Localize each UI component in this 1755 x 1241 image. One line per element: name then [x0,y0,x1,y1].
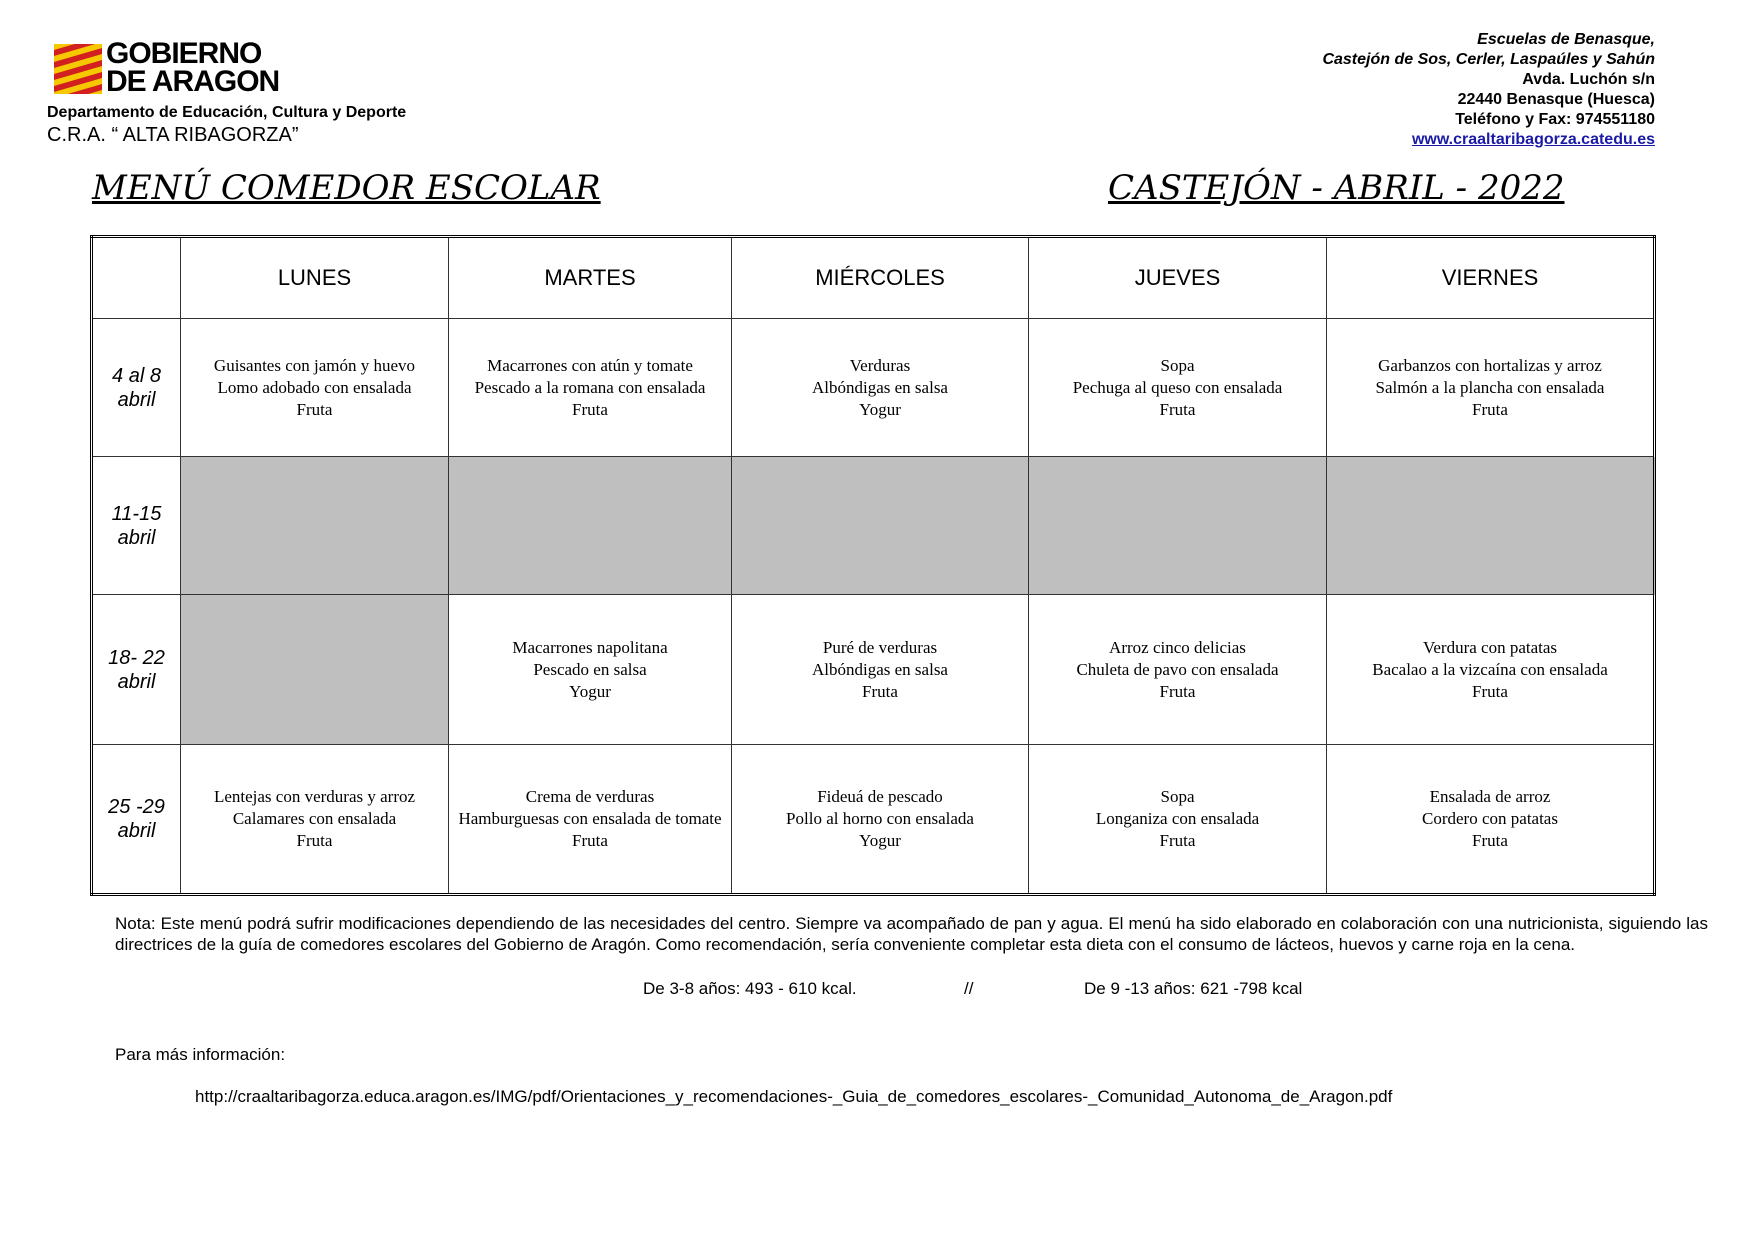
menu-cell [449,319,732,457]
address-line-1: Avda. Luchón s/n [1522,71,1655,88]
week-label-line: 25 -29 [108,796,165,818]
week-label-line: 18- 22 [108,646,165,669]
phone: Teléfono y Fax: 974551180 [1455,111,1655,128]
week-label-line: abril [117,388,156,411]
menu-cell [1327,595,1655,745]
dish-line: Fruta [296,399,333,419]
menu-cell [732,745,1029,895]
day-header: MARTES [449,237,732,319]
table-header-row [92,237,1655,319]
day-header: JUEVES [1029,237,1327,319]
dish-line: Yogur [569,681,611,701]
dish-line: Longaniza con ensalada [1095,809,1260,828]
school-line-1: Escuelas de Benasque, [1477,31,1655,48]
week-label-line: 4 al 8 [112,364,161,387]
menu-cell [181,319,449,457]
dish-line: Bacalao a la vizcaína con ensalada [1372,659,1608,679]
dish-line: Verduras [849,355,911,375]
department-name: Departamento de Educación, Cultura y Deporte [47,104,407,121]
dish-line: Fruta [1159,399,1196,419]
dish-line: Cordero con patatas [1422,809,1558,828]
dish-line: Arroz cinco delicias [1109,637,1246,657]
dish-line: Sopa [1160,787,1195,806]
menu-cell [1029,745,1327,895]
dish-line: Pescado a la romana con ensalada [474,377,706,397]
dish-line: Macarrones napolitana [512,637,668,657]
school-info [1322,30,1655,150]
dish-line: Fruta [1472,831,1508,850]
dish-line: Pechuga al queso con ensalada [1072,377,1283,397]
corner-cell [92,237,181,319]
dish-line: Fruta [1472,399,1508,419]
dish-line: Hamburguesas con ensalada de tomate [458,809,722,828]
menu-cell [1327,745,1655,895]
dish-line: Sopa [1160,355,1195,375]
dish-line: Garbanzos con hortalizas y arroz [1378,355,1602,375]
menu-cell [732,595,1029,745]
dish-line: Fruta [1159,831,1196,850]
kcal-separator: // [964,979,974,998]
week-label-line: abril [117,820,156,842]
dish-line: Puré de verduras [822,637,938,657]
dish-line: Fruta [572,399,608,419]
dish-line: Fruta [1472,681,1508,701]
week-label [92,457,181,595]
menu-cell [449,745,732,895]
more-info-label: Para más información: [115,1045,286,1064]
logo-line-1: GOBIERNO [106,37,262,70]
website-link[interactable]: www.craaltaribagorza.catedu.es [1411,131,1655,148]
menu-cell [732,319,1029,457]
menu-cell [1029,595,1327,745]
dish-line: Lomo adobado con ensalada [217,377,412,397]
no-service-cell [1029,457,1327,595]
dish-line: Yogur [859,831,901,850]
week-label-line: abril [117,526,156,549]
cra-name: C.R.A. “ ALTA RIBAGORZA” [47,124,299,146]
dish-line: Fruta [572,831,608,850]
week-row [92,319,1655,457]
day-header: VIERNES [1327,237,1655,319]
dish-line: Chuleta de pavo con ensalada [1076,659,1279,679]
dish-line: Crema de verduras [525,787,655,806]
guide-link[interactable]: http://craaltaribagorza.educa.aragon.es/IMG/pdf/Orientaciones_y_recomendaciones-_Guia_de_comedores_escolares-_Comunidad_Autonoma_de_Aragon.pdf [195,1087,1393,1106]
dish-line: Lentejas con verduras y arroz [213,787,416,806]
dish-line: Macarrones con atún y tomate [487,355,693,375]
dish-line: Guisantes con jamón y huevo [213,355,416,375]
kcal-young: De 3-8 años: 493 - 610 kcal. [643,979,857,998]
dish-line: Verdura con patatas [1422,637,1558,657]
menu-cell [449,595,732,745]
dish-line: Ensalada de arroz [1429,787,1551,806]
week-label-line: 11-15 [111,502,162,525]
no-service-cell [1327,457,1655,595]
no-service-cell [181,595,449,745]
week-label [92,745,181,895]
note-text: Nota: Este menú podrá sufrir modificaciones dependiendo de las necesidades del centro. Siempre va acompañado de pan y agua. El menú ha sido elaborado en colaboración con una nutricionista, siguiendo las directrices de la guía de comedores escolares del Gobierno de Aragón. Como recomendación, sería conveniente completar esta dieta con el consumo de lácteos, huevos y carne roja en la cena. [115,914,1708,954]
school-line-2: Castejón de Sos, Cerler, Laspaúles y Sahún [1322,51,1655,68]
dish-line: Calamares con ensalada [232,809,397,828]
week-row [92,457,1655,595]
aragon-flag-logo [54,44,102,94]
week-label-line: abril [117,670,156,693]
no-service-cell [732,457,1029,595]
week-row [92,595,1655,745]
dish-line: Pollo al horno con ensalada [786,809,974,828]
day-header: LUNES [181,237,449,319]
day-header: MIÉRCOLES [732,237,1029,319]
dish-line: Fideuá de pescado [817,787,943,806]
week-row [92,745,1655,895]
week-label [92,319,181,457]
no-service-cell [181,457,449,595]
menu-cell [1327,319,1655,457]
dish-line: Pescado en salsa [533,659,647,679]
dish-line: Albóndigas en salsa [812,377,948,397]
dish-line: Fruta [296,831,333,850]
menu-title: MENÚ COMEDOR ESCOLAR [92,168,601,208]
logo-line-2: DE ARAGON [106,65,280,98]
dish-line: Fruta [1159,681,1196,701]
dish-line: Fruta [862,681,898,701]
dish-line: Yogur [859,399,901,419]
menu-cell [181,745,449,895]
week-label [92,595,181,745]
dish-line: Albóndigas en salsa [812,659,948,679]
menu-cell [1029,319,1327,457]
address-line-2: 22440 Benasque (Huesca) [1457,91,1655,108]
logo-wordmark [106,37,280,98]
dish-line: Salmón a la plancha con ensalada [1375,377,1605,397]
no-service-cell [449,457,732,595]
menu-table [90,235,1656,896]
location-month-title: CASTEJÓN - ABRIL - 2022 [1108,168,1565,208]
kcal-older: De 9 -13 años: 621 -798 kcal [1084,979,1303,998]
